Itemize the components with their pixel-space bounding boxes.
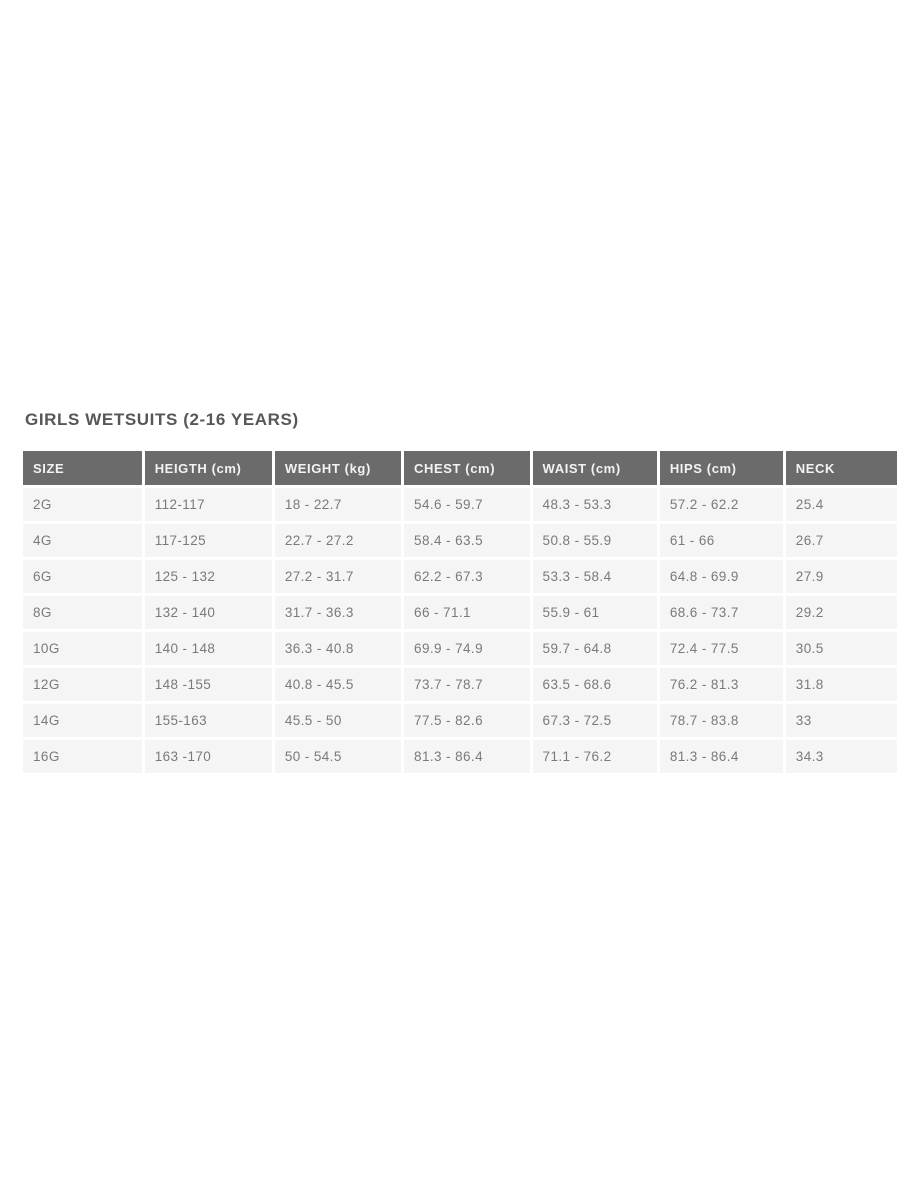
table-row bbox=[23, 596, 897, 629]
table-cell: 125 - 132 bbox=[145, 560, 272, 593]
table-cell: 45.5 - 50 bbox=[275, 704, 401, 737]
column-header-waist: WAIST (cm) bbox=[533, 451, 657, 485]
table-body bbox=[23, 488, 897, 773]
column-header-hips: HIPS (cm) bbox=[660, 451, 783, 485]
table-cell: 81.3 - 86.4 bbox=[404, 740, 530, 773]
table-cell: 14G bbox=[23, 704, 142, 737]
column-header-weight: WEIGHT (kg) bbox=[275, 451, 401, 485]
table-cell: 59.7 - 64.8 bbox=[533, 632, 657, 665]
table-cell: 57.2 - 62.2 bbox=[660, 488, 783, 521]
table-cell: 27.9 bbox=[786, 560, 897, 593]
table-row bbox=[23, 560, 897, 593]
page-title: GIRLS WETSUITS (2-16 YEARS) bbox=[25, 410, 299, 429]
table-cell: 63.5 - 68.6 bbox=[533, 668, 657, 701]
table-cell: 73.7 - 78.7 bbox=[404, 668, 530, 701]
table-cell: 34.3 bbox=[786, 740, 897, 773]
table-cell: 33 bbox=[786, 704, 897, 737]
table-cell: 61 - 66 bbox=[660, 524, 783, 557]
table-cell: 71.1 - 76.2 bbox=[533, 740, 657, 773]
table-cell: 62.2 - 67.3 bbox=[404, 560, 530, 593]
table-cell: 69.9 - 74.9 bbox=[404, 632, 530, 665]
table-cell: 155-163 bbox=[145, 704, 272, 737]
table-cell: 55.9 - 61 bbox=[533, 596, 657, 629]
table-row bbox=[23, 740, 897, 773]
table-cell: 163 -170 bbox=[145, 740, 272, 773]
table-header-row bbox=[23, 451, 897, 485]
table-cell: 81.3 - 86.4 bbox=[660, 740, 783, 773]
table-cell: 29.2 bbox=[786, 596, 897, 629]
table-cell: 53.3 - 58.4 bbox=[533, 560, 657, 593]
table-cell: 40.8 - 45.5 bbox=[275, 668, 401, 701]
column-header-size: SIZE bbox=[23, 451, 142, 485]
table-row bbox=[23, 524, 897, 557]
table-cell: 27.2 - 31.7 bbox=[275, 560, 401, 593]
table-cell: 12G bbox=[23, 668, 142, 701]
table-cell: 68.6 - 73.7 bbox=[660, 596, 783, 629]
table-cell: 4G bbox=[23, 524, 142, 557]
size-chart-table bbox=[20, 448, 900, 776]
table-cell: 10G bbox=[23, 632, 142, 665]
table-cell: 22.7 - 27.2 bbox=[275, 524, 401, 557]
table-cell: 54.6 - 59.7 bbox=[404, 488, 530, 521]
column-header-heigth: HEIGTH (cm) bbox=[145, 451, 272, 485]
column-header-neck: NECK bbox=[786, 451, 897, 485]
table-row bbox=[23, 668, 897, 701]
table-cell: 112-117 bbox=[145, 488, 272, 521]
table-cell: 48.3 - 53.3 bbox=[533, 488, 657, 521]
table-cell: 77.5 - 82.6 bbox=[404, 704, 530, 737]
table-cell: 16G bbox=[23, 740, 142, 773]
table-cell: 31.8 bbox=[786, 668, 897, 701]
table-cell: 26.7 bbox=[786, 524, 897, 557]
table-cell: 132 - 140 bbox=[145, 596, 272, 629]
table-cell: 31.7 - 36.3 bbox=[275, 596, 401, 629]
table-cell: 8G bbox=[23, 596, 142, 629]
table-cell: 76.2 - 81.3 bbox=[660, 668, 783, 701]
column-header-chest: CHEST (cm) bbox=[404, 451, 530, 485]
table-cell: 66 - 71.1 bbox=[404, 596, 530, 629]
table-row bbox=[23, 632, 897, 665]
table-header bbox=[23, 451, 897, 485]
table-cell: 50 - 54.5 bbox=[275, 740, 401, 773]
table-cell: 67.3 - 72.5 bbox=[533, 704, 657, 737]
table-row bbox=[23, 704, 897, 737]
table-cell: 148 -155 bbox=[145, 668, 272, 701]
table-cell: 140 - 148 bbox=[145, 632, 272, 665]
table-cell: 30.5 bbox=[786, 632, 897, 665]
table-cell: 50.8 - 55.9 bbox=[533, 524, 657, 557]
table-cell: 78.7 - 83.8 bbox=[660, 704, 783, 737]
table-cell: 117-125 bbox=[145, 524, 272, 557]
table-cell: 36.3 - 40.8 bbox=[275, 632, 401, 665]
table-cell: 58.4 - 63.5 bbox=[404, 524, 530, 557]
table-cell: 72.4 - 77.5 bbox=[660, 632, 783, 665]
table-cell: 25.4 bbox=[786, 488, 897, 521]
table-cell: 18 - 22.7 bbox=[275, 488, 401, 521]
table-cell: 64.8 - 69.9 bbox=[660, 560, 783, 593]
table-cell: 2G bbox=[23, 488, 142, 521]
table-row bbox=[23, 488, 897, 521]
table-cell: 6G bbox=[23, 560, 142, 593]
